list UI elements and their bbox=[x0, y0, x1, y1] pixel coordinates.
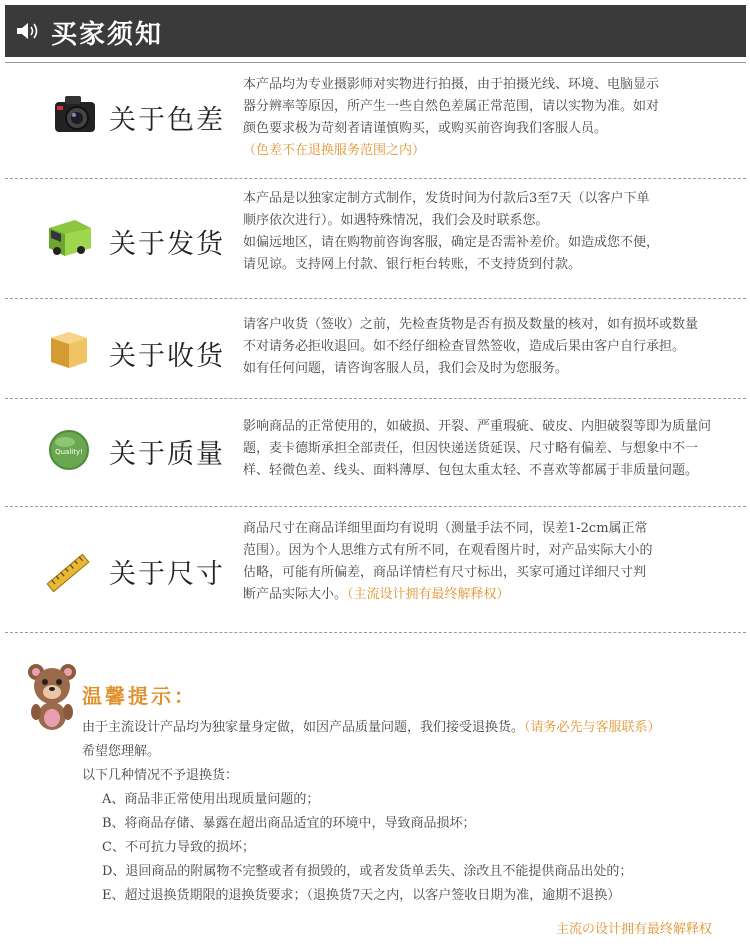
quality-badge-icon bbox=[47, 428, 91, 472]
section-divider bbox=[5, 298, 746, 299]
section-note: （主流设计拥有最终解释权） bbox=[347, 587, 510, 602]
page-header bbox=[5, 5, 746, 57]
ruler-icon bbox=[43, 548, 93, 598]
footer-note: 主流の设计拥有最终解释权 bbox=[555, 922, 712, 937]
body-line: 商品尺寸在商品详细里面均有说明（测量手法不同，误差1-2cm属正常 bbox=[243, 521, 648, 536]
section-body bbox=[243, 518, 721, 606]
body-line: 样、轻微色差、线头、面料薄厚、包包太重太轻、不喜欢等都属于非质量问题。 bbox=[243, 463, 699, 478]
section-size bbox=[5, 510, 746, 628]
body-line: 本产品均为专业摄影师对实物进行拍摄，由于拍摄光线、环境、电脑显示 bbox=[243, 77, 660, 92]
body-line: 题，麦卡德斯承担全部责任，但因快递送货延误、尺寸略有偏差、与想象中不一 bbox=[243, 441, 699, 456]
section-heading: 关于收货 bbox=[109, 341, 225, 372]
speaker-icon bbox=[15, 21, 41, 41]
tips-list-title: 以下几种情况不予退换货： bbox=[82, 768, 239, 783]
section-color-difference bbox=[5, 70, 746, 174]
section-heading: 关于质量 bbox=[109, 439, 225, 470]
body-line: 顺序依次进行）。如遇特殊情况，我们会及时联系您。 bbox=[243, 213, 549, 228]
section-body bbox=[243, 416, 721, 482]
tips-intro bbox=[82, 716, 742, 740]
section-shipping bbox=[5, 182, 746, 294]
body-line: 器分辨率等原因，所产生一些自然色差属正常范围，请以实物为准。如对 bbox=[243, 99, 660, 114]
body-line: 如有任何问题，请咨询客服人员，我们会及时为您服务。 bbox=[243, 361, 569, 376]
tips-intro-text: 由于主流设计产品均为独家量身定做，如因产品质量问题，我们接受退换货。 bbox=[82, 720, 525, 735]
body-line: 不对请务必拒收退回。如不经仔细检查冒然签收，造成后果由客户自行承担。 bbox=[243, 339, 686, 354]
section-heading: 关于尺寸 bbox=[109, 559, 225, 590]
tips-intro-note: （请务必先与客服联系） bbox=[524, 720, 661, 735]
body-line: 请客户收货（签收）之前，先检查货物是否有损及数量的核对，如有损坏或数量 bbox=[243, 317, 699, 332]
body-line: 颜色要求极为苛刻者请谨慎购买，或购买前咨询我们客服人员。 bbox=[243, 121, 608, 136]
tips-intro-cont: 希望您理解。 bbox=[82, 744, 161, 759]
section-receiving bbox=[5, 302, 746, 394]
body-line: 请见谅。支持网上付款、银行柜台转账，不支持货到付款。 bbox=[243, 257, 582, 272]
tips-list-item: B、将商品存储、暴露在超出商品适宜的环境中，导致商品损坏； bbox=[102, 816, 476, 831]
section-body bbox=[243, 314, 721, 380]
tips-list-item: C、不可抗力导致的损坏； bbox=[102, 840, 255, 855]
section-divider bbox=[5, 178, 746, 179]
camera-icon bbox=[51, 92, 101, 136]
section-divider bbox=[5, 506, 746, 507]
page-title: 买家须知 bbox=[51, 20, 164, 50]
tips-body bbox=[82, 716, 742, 908]
badge-text: Quality! bbox=[55, 448, 83, 456]
body-line bbox=[243, 584, 721, 606]
body-line: 范围）。因为个人思维方式有所不同，在观看图片时，对产品实际大小的 bbox=[243, 543, 653, 558]
body-line: 估略，可能有所偏差，商品详情栏有尺寸标出，买家可通过详细尺寸判 bbox=[243, 565, 647, 580]
section-heading: 关于发货 bbox=[109, 229, 225, 260]
body-line: 如偏远地区，请在购物前咨询客服，确定是否需补差价。如造成您不便， bbox=[243, 235, 660, 250]
section-divider bbox=[5, 398, 746, 399]
body-line-text: 断产品实际大小。 bbox=[243, 587, 348, 602]
section-quality bbox=[5, 402, 746, 502]
body-line: 影响商品的正常使用的，如破损、开裂、严重瑕疵、破皮、内胆破裂等即为质量问 bbox=[243, 419, 712, 434]
section-body bbox=[243, 188, 721, 276]
tips-list-item: A、商品非正常使用出现质量问题的； bbox=[102, 792, 320, 807]
tips-title: 温馨提示： bbox=[82, 684, 197, 708]
body-line: 本产品是以独家定制方式制作，发货时间为付款后3至7天（以客户下单 bbox=[243, 191, 650, 206]
teddy-bear-icon bbox=[22, 660, 82, 732]
tips-list-item: E、超过退换货期限的退换货要求；（退换货7天之内，以客户签收日期为准，逾期不退换） bbox=[102, 888, 621, 903]
section-note: （色差不在退换服务范围之内） bbox=[243, 143, 426, 158]
box-icon bbox=[47, 326, 91, 370]
header-divider bbox=[5, 62, 746, 63]
tips-list-item: D、退回商品的附属物不完整或者有损毁的，或者发货单丢失、涂改且不能提供商品出处的； bbox=[102, 864, 633, 879]
section-body bbox=[243, 74, 721, 162]
section-divider bbox=[5, 632, 746, 633]
delivery-truck-icon bbox=[45, 214, 97, 258]
section-heading: 关于色差 bbox=[109, 105, 225, 136]
